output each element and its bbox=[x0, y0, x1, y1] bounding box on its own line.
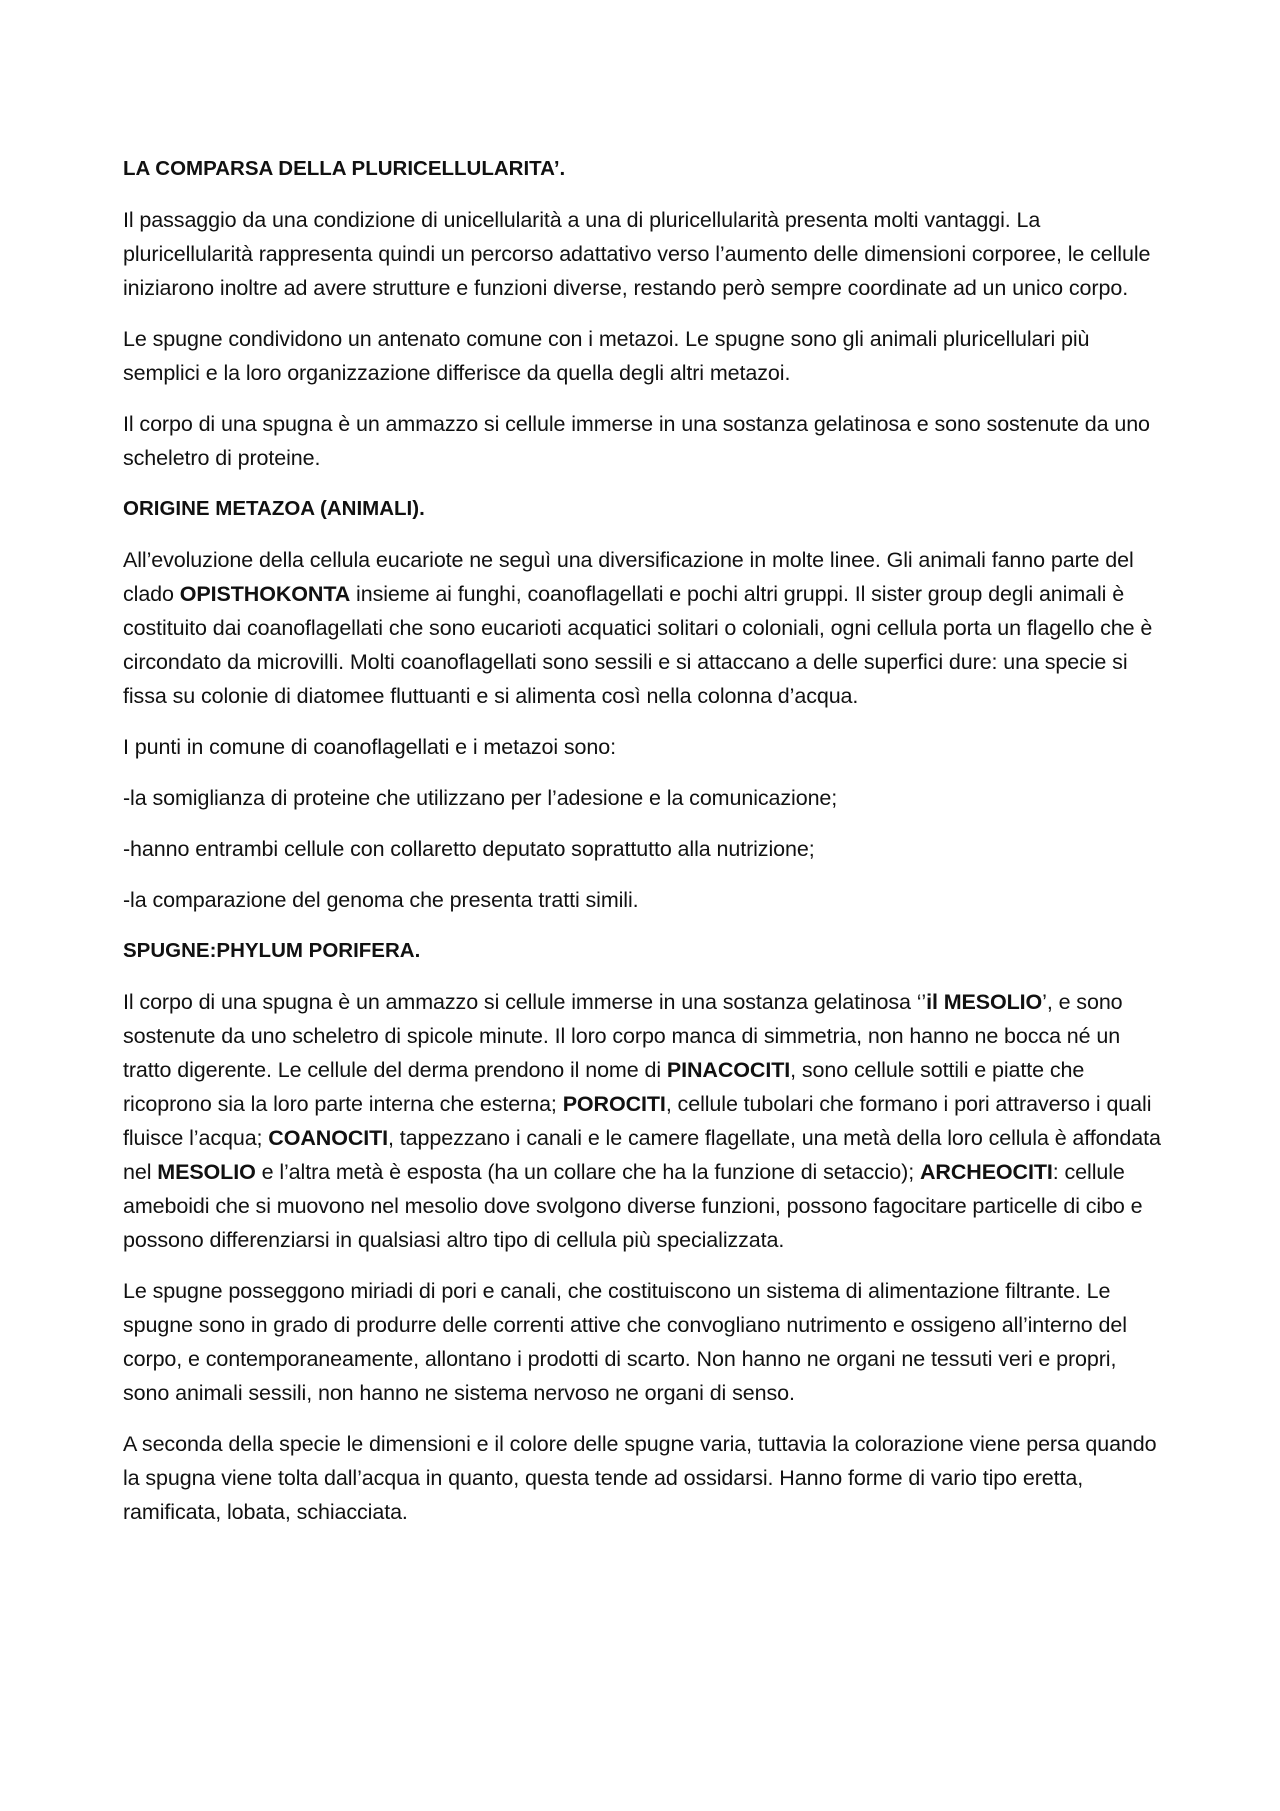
paragraph-punti-comune: I punti in comune di coanoflagellati e i metazoi sono: bbox=[123, 735, 616, 759]
paragraph-corpo-spugna: Il corpo di una spugna è un ammazzo si cellule immerse in una sostanza gelatinosa e sono sostenute da uno scheletro di proteine. bbox=[123, 412, 1150, 470]
list-item: -hanno entrambi cellule con collaretto deputato soprattutto alla nutrizione; bbox=[123, 837, 815, 861]
paragraph-antenato: Le spugne condividono un antenato comune con i metazoi. Le spugne sono gli animali pluricellulari più semplici e la loro organizzazione differisce da quella degli altri metazoi. bbox=[123, 327, 1090, 385]
text-run: ’, e sono sostenute da uno scheletro di spicole minute. Il loro corpo manca di simmetria, non hanno ne bocca né un tratto digerente. Le cellule del derma prendono il nome di bbox=[123, 990, 1123, 1082]
heading-origine-metazoa: ORIGINE METAZOA (ANIMALI). bbox=[123, 497, 425, 520]
term-mesolio-2: MESOLIO bbox=[157, 1160, 256, 1184]
paragraph-cellule-spugna bbox=[123, 985, 1163, 1257]
list-item: -la somiglianza di proteine che utilizzano per l’adesione e la comunicazione; bbox=[123, 786, 838, 810]
heading-porifera: SPUGNE:PHYLUM PORIFERA. bbox=[123, 939, 421, 962]
term-pinacociti: PINACOCITI bbox=[666, 1058, 791, 1082]
text-run: , tappezzano i canali e le camere flagellate, una metà della loro cellula è affondata nel bbox=[123, 1126, 1161, 1184]
document-page bbox=[123, 152, 1163, 1546]
text-run: : cellule ameboidi che si muovono nel mesolio dove svolgono diverse funzioni, possono fagocitare particelle di cibo e possono differenziarsi in qualsiasi altro tipo di cellula più specializzata. bbox=[123, 1160, 1143, 1252]
text-run: e l’altra metà è esposta (ha un collare che ha la funzione di setaccio); bbox=[255, 1160, 920, 1184]
text-run: Il corpo di una spugna è un ammazzo si cellule immerse in una sostanza gelatinosa ‘’ bbox=[123, 990, 927, 1014]
paragraph-pori-canali: Le spugne posseggono miriadi di pori e canali, che costituiscono un sistema di alimentazione filtrante. Le spugne sono in grado di produrre delle correnti attive che convogliano nutrimento e ossigeno all’interno del corpo, e contemporaneamente, allontano i prodotti di scarto. Non hanno ne organi ne tessuti veri e propri, sono animali sessili, non hanno ne sistema nervoso ne organi di senso. bbox=[123, 1279, 1127, 1405]
text-run: , sono cellule sottili e piatte che ricoprono sia la loro parte interna che esterna; bbox=[123, 1058, 1085, 1116]
term-opisthokonta: OPISTHOKONTA bbox=[179, 582, 351, 606]
heading-pluricellularita: LA COMPARSA DELLA PLURICELLULARITA’. bbox=[123, 157, 566, 180]
list-item: -la comparazione del genoma che presenta tratti simili. bbox=[123, 888, 639, 912]
term-archeociti: ARCHEOCITI bbox=[919, 1160, 1053, 1184]
paragraph-evoluzione bbox=[123, 543, 1163, 713]
text-run: insieme ai funghi, coanoflagellati e pochi altri gruppi. Il sister group degli animali è costituito dai coanoflagellati che sono eucarioti acquatici solitari o coloniali, ogni cellula porta un flagello che è circondato da microvilli. Molti coanoflagellati sono sessili e si attaccano a delle superfici dure: una specie si fissa su colonie di diatomee fluttuanti e si alimenta così nella colonna d’acqua. bbox=[123, 582, 1153, 708]
term-porociti: POROCITI bbox=[562, 1092, 666, 1116]
text-run: All’evoluzione della cellula eucariote ne seguì una diversificazione in molte linee. Gli animali fanno parte del clado bbox=[123, 548, 1134, 606]
term-mesolio: il MESOLIO bbox=[926, 990, 1043, 1014]
paragraph-intro: Il passaggio da una condizione di unicellularità a una di pluricellularità presenta molti vantaggi. La pluricellularità rappresenta quindi un percorso adattativo verso l’aumento delle dimensioni corporee, le cellule iniziarono inoltre ad avere strutture e funzioni diverse, restando però sempre coordinate ad un unico corpo. bbox=[123, 208, 1151, 300]
term-coanociti: COANOCITI bbox=[268, 1126, 389, 1150]
paragraph-dimensioni-colore: A seconda della specie le dimensioni e il colore delle spugne varia, tuttavia la colorazione viene persa quando la spugna viene tolta dall’acqua in quanto, questa tende ad ossidarsi. Hanno forme di vario tipo eretta, ramificata, lobata, schiacciata. bbox=[123, 1432, 1157, 1524]
text-run: , cellule tubolari che formano i pori attraverso i quali fluisce l’acqua; bbox=[123, 1092, 1152, 1150]
